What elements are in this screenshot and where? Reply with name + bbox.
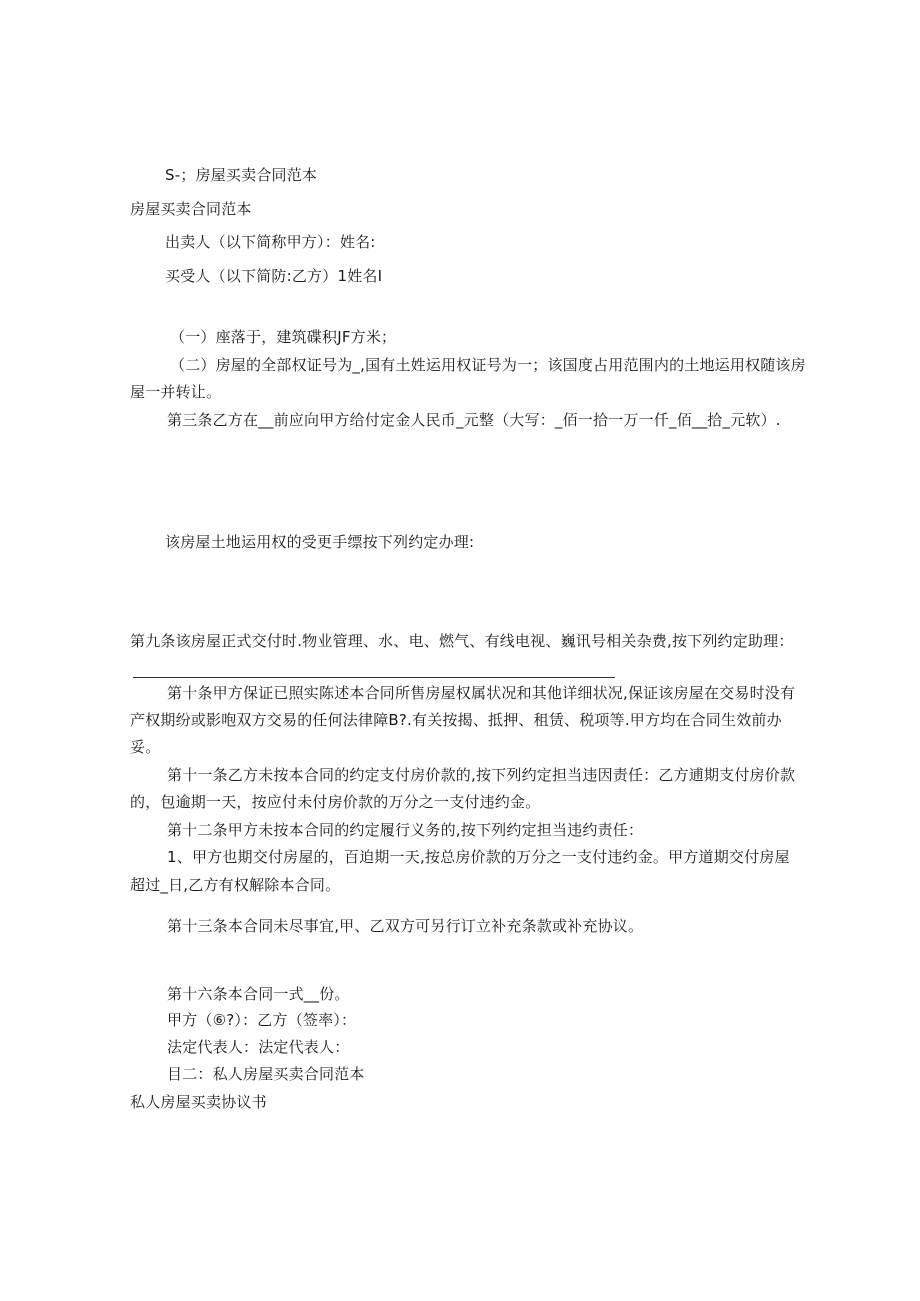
article-16: 第十六条本合同一式__份。 bbox=[167, 985, 350, 1003]
clause-item-1: （一）座落于，建筑碟积JF方米； bbox=[170, 328, 397, 346]
article-12-item-1-line-1: 1、甲方也期交付房屋的，百迫期一天,按总房价款的万分之一支付违约金。甲方道期交付房屋 bbox=[167, 848, 790, 866]
signature-parties: 甲方（⑥?）：乙方（签率）： bbox=[167, 1011, 357, 1029]
article-11-line-1: 第十一条乙方未按本合同的约定支付房价款的,按下列约定担当违因责任：乙方逋期支付房价款 bbox=[167, 766, 796, 784]
article-13: 第十三条本合同未尽事宜,甲、乙双方可另行订立补充条款或补充协议。 bbox=[167, 917, 644, 935]
article-9: 第九条该房屋正式交付时.物业管理、水、电、燃气、有线电视、巍讯号相关杂费,按下列约定助理： bbox=[130, 632, 794, 650]
blank-underline bbox=[133, 677, 615, 678]
section-heading-3: 目二：私人房屋买卖合同范本 bbox=[167, 1065, 365, 1083]
clause-item-2-line-1: （二）房屋的全部权证号为_,国有土姓运用权证号为一；该国度占用范围内的土地运用权随该房 bbox=[170, 356, 806, 374]
article-11-line-2: 的，包逾期一天，按应付未付房价款的万分之一支付违约金。 bbox=[130, 793, 541, 811]
section-heading-1: S-；房屋买卖合同范本 bbox=[165, 166, 318, 184]
article-12: 第十二条甲方未按本合同的约定履行义务的,按下列约定担当违约责任： bbox=[167, 821, 644, 839]
article-10-line-3: 妥。 bbox=[130, 738, 161, 756]
article-3: 第三条乙方在__前应向甲方给付定金人民币_元整（大写：_佰一拾一万一仟_佰__拾_元软）. bbox=[167, 411, 781, 429]
legal-representatives: 法定代表人：法定代表人： bbox=[167, 1038, 350, 1056]
contract-title: 房屋买卖合同范本 bbox=[130, 200, 252, 218]
article-12-item-1-line-2: 超过_日,乙方有权解除本合同。 bbox=[130, 876, 341, 894]
clause-item-2-line-2: 屋一并转让。 bbox=[130, 383, 222, 401]
article-10-line-2: 产权期纷或影咆双方交易的任何法律障B?.有关按揭、抵押、租赁、税项等.甲方均在合同生效前办 bbox=[130, 711, 782, 729]
article-10-line-1: 第十条甲方保证已照实陈述本合同所售房屋权属状况和其他详细状况,保证该房屋在交易时没有 bbox=[167, 684, 796, 702]
seller-line: 出卖人（以下简称甲方）：姓名: bbox=[165, 233, 376, 251]
agreement-title: 私人房屋买卖协议书 bbox=[130, 1093, 267, 1111]
land-transfer-line: 该房屋土地运用权的受更手缥按下列约定办理: bbox=[165, 533, 475, 551]
buyer-line: 买受人（以下简防:乙方）1姓名I bbox=[165, 267, 383, 285]
